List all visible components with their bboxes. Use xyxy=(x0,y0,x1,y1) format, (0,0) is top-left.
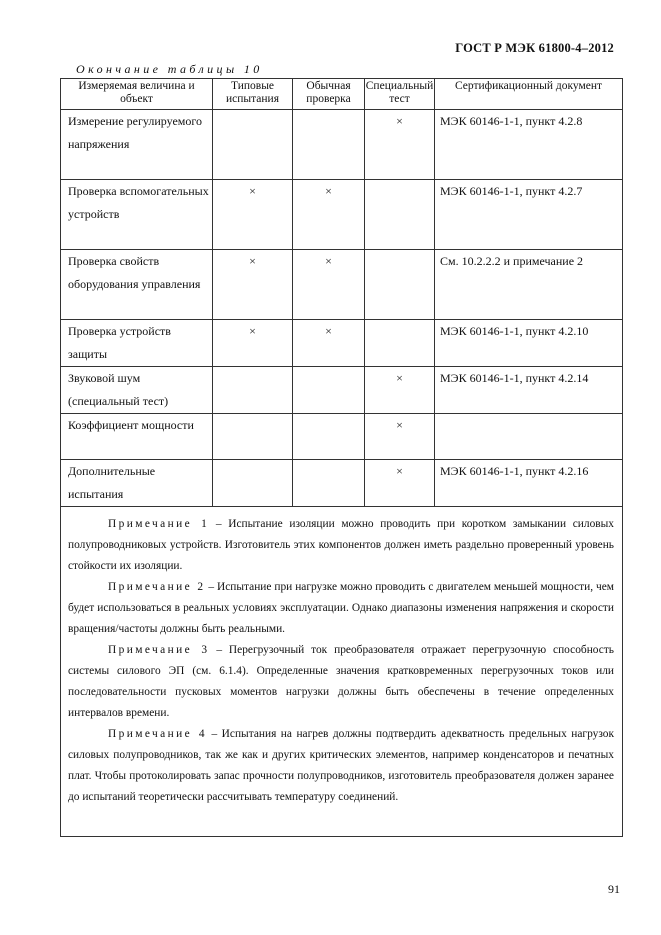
row-special-mark: × xyxy=(365,367,435,414)
row-typical-mark xyxy=(213,110,293,180)
note-4 xyxy=(68,724,614,808)
row-routine-mark: × xyxy=(293,180,365,250)
row-special-mark xyxy=(365,320,435,367)
row-special-mark: × xyxy=(365,460,435,507)
table-header-row xyxy=(61,79,623,110)
row-special-mark: × xyxy=(365,414,435,460)
note-1 xyxy=(68,514,614,577)
row-quantity: Звуковой шум (специальный тест) xyxy=(61,367,213,414)
note-4-label: Примечание 4 xyxy=(108,728,208,740)
document-code: ГОСТ Р МЭК 61800-4–2012 xyxy=(455,41,614,55)
column-header-special: Специальный тест xyxy=(365,79,435,110)
row-certificate: МЭК 60146-1-1, пункт 4.2.10 xyxy=(435,320,623,367)
table-row xyxy=(61,180,623,250)
page-number: 91 xyxy=(608,882,620,896)
row-routine-mark xyxy=(293,460,365,507)
note-3-label: Примечание 3 xyxy=(108,644,210,656)
note-1-text: – Испытание изоляции можно проводить при коротком замыкании силовых полупроводниковых устройств. Изготовитель этих компонентов должен иметь раздельно проверенный уровень стойкости их изоляции. xyxy=(68,518,614,572)
note-2 xyxy=(68,577,614,640)
row-typical-mark xyxy=(213,367,293,414)
row-routine-mark: × xyxy=(293,320,365,367)
note-2-text: – Испытание при нагрузке можно проводить с двигателем меньшей мощности, чем будет использоваться в реальных условиях эксплуатации. Однако диапазоны изменения напряжения и скорости вращения/частоты должны быть реальными. xyxy=(68,581,614,635)
row-quantity: Проверка свойств оборудования управления xyxy=(61,250,213,320)
row-routine-mark xyxy=(293,414,365,460)
test-table xyxy=(60,78,623,837)
row-quantity: Проверка вспомогательных устройств xyxy=(61,180,213,250)
row-special-mark xyxy=(365,250,435,320)
row-quantity: Измерение регулируемого напряжения xyxy=(61,110,213,180)
table-caption: Окончание таблицы 10 xyxy=(76,62,263,76)
table-row xyxy=(61,320,623,367)
row-typical-mark: × xyxy=(213,180,293,250)
row-special-mark: × xyxy=(365,110,435,180)
row-special-mark xyxy=(365,180,435,250)
table-row xyxy=(61,110,623,180)
table-row xyxy=(61,250,623,320)
note-3-text: – Перегрузочный ток преобразователя отражает перегрузочную способность системы силового ЭП (см. 6.1.4). Определенные значения кратковременных перегрузочных токов или последовательности пусковых моментов нагрузки должны быть обеспечены в течение определенных интервалов времени. xyxy=(68,644,614,719)
row-certificate: МЭК 60146-1-1, пункт 4.2.14 xyxy=(435,367,623,414)
row-certificate xyxy=(435,414,623,460)
note-3 xyxy=(68,640,614,724)
row-certificate: МЭК 60146-1-1, пункт 4.2.16 xyxy=(435,460,623,507)
row-quantity: Дополнительные испытания xyxy=(61,460,213,507)
row-routine-mark xyxy=(293,367,365,414)
table-row xyxy=(61,460,623,507)
row-routine-mark: × xyxy=(293,250,365,320)
row-certificate: См. 10.2.2.2 и примечание 2 xyxy=(435,250,623,320)
note-4-text: – Испытания на нагрев должны подтвердить адекватность предельных нагрузок силовых полупроводников, так же как и других критических элементов, например конденсаторов и печатных плат. Чтобы протоколировать запас прочности полупроводников, изготовитель преобразователя должен заранее до испытаний теоретически рассчитывать температуру соединений. xyxy=(68,728,614,803)
row-certificate: МЭК 60146-1-1, пункт 4.2.7 xyxy=(435,180,623,250)
row-typical-mark xyxy=(213,414,293,460)
row-typical-mark: × xyxy=(213,250,293,320)
row-quantity: Коэффициент мощности xyxy=(61,414,213,460)
notes-row xyxy=(61,507,623,837)
row-routine-mark xyxy=(293,110,365,180)
row-typical-mark xyxy=(213,460,293,507)
row-typical-mark: × xyxy=(213,320,293,367)
column-header-typical: Типовые испытания xyxy=(213,79,293,110)
row-quantity: Проверка устройств защиты xyxy=(61,320,213,367)
table-row xyxy=(61,414,623,460)
note-2-label: Примечание 2 xyxy=(108,581,206,593)
row-certificate: МЭК 60146-1-1, пункт 4.2.8 xyxy=(435,110,623,180)
column-header-quantity: Измеряемая величина и объект xyxy=(61,79,213,110)
column-header-routine: Обычная проверка xyxy=(293,79,365,110)
column-header-certificate: Сертификационный документ xyxy=(435,79,623,110)
table-row xyxy=(61,367,623,414)
notes-cell xyxy=(61,507,623,837)
note-1-label: Примечание 1 xyxy=(108,518,210,530)
